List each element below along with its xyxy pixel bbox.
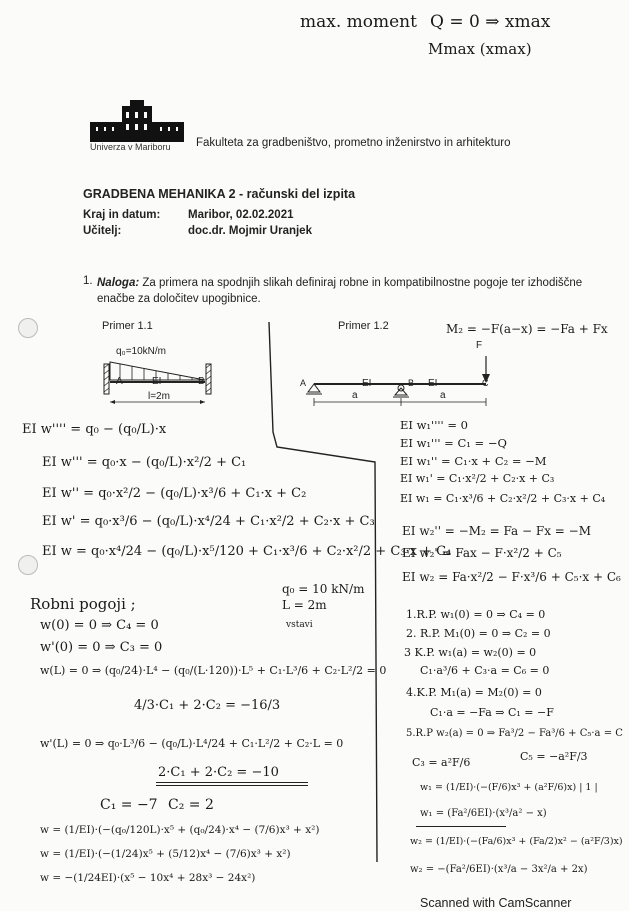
p1-given-l: L = 2m	[282, 598, 327, 612]
p2-bc-5: 4.K.P. M₁(a) = M₂(0) = 0	[406, 686, 542, 699]
p2-c3: C₃ = a²F/6	[412, 756, 471, 769]
primer2-title: Primer 1.2	[338, 320, 389, 332]
p1-bc-title: Robni pogoji ;	[30, 595, 136, 613]
p1-final-2: w = (1/EI)·(−(1/24)x⁵ + (5/12)x⁴ − (7/6)x³ + x²)	[40, 848, 291, 860]
p1-bc-4: 4/3·C₁ + 2·C₂ = −16/3	[134, 698, 281, 713]
p1-eq-3: EI w'' = q₀·x²/2 − (q₀/L)·x³/6 + C₁·x + C₂	[42, 486, 307, 501]
p2-final-4: w₂ = −(Fa²/6EI)·(x³/a − 3x²/a + 2x)	[410, 864, 588, 875]
p2-ei-1: EI	[362, 378, 372, 389]
p1-bc-5: w'(L) = 0 ⇒ q₀·L³/6 − (q₀/L)·L⁴/24 + C₁·L²/2 + C₂·L = 0	[40, 737, 344, 750]
p1-eq-4: EI w' = q₀·x³/6 − (q₀/L)·x⁴/24 + C₁·x²/2 + C₂·x + C₃	[42, 514, 375, 529]
p1-final-1: w = (1/EI)·(−(q₀/120L)·x⁵ + (q₀/24)·x⁴ − (7/6)x³ + x²)	[40, 824, 320, 836]
note-q-zero: Q = 0 ⇒ xmax	[430, 12, 551, 32]
p2-underline	[416, 826, 506, 827]
p2-support-c: C	[482, 378, 489, 388]
p1-c1: C₁ = −7	[100, 797, 158, 813]
p1-bc-3: w(L) = 0 ⇒ (q₀/24)·L⁴ − (q₀/(L·120))·L⁵ + C₁·L³/6 + C₂·L²/2 = 0	[40, 664, 387, 677]
p2-eq2-2: EI w₂' = Fax − F·x²/2 + C₅	[402, 546, 562, 560]
p2-final-3: w₂ = (1/EI)·(−(Fa/6)x³ + (Fa/2)x² − (a²F/3)x)	[410, 836, 623, 847]
p2-c5: C₅ = −a²F/3	[520, 750, 588, 763]
p1-bc-1: w(0) = 0 ⇒ C₄ = 0	[40, 618, 159, 633]
p2-bc-2: 2. R.P. M₁(0) = 0 ⇒ C₂ = 0	[406, 627, 551, 640]
p2-len-1: a	[352, 390, 358, 401]
p2-eq1-3: EI w₁'' = C₁·x + C₂ = −M	[400, 454, 547, 468]
teacher-value: doc.dr. Mojmir Uranjek	[188, 225, 312, 237]
scanner-watermark: Scanned with CamScanner	[420, 896, 572, 910]
primer1-ei: EI	[152, 376, 162, 387]
primer1-support-a: A	[116, 376, 123, 387]
faculty-name: Fakulteta za gradbeništvo, prometno inženirstvo in arhitekturo	[196, 137, 511, 149]
p2-bc-1: 1.R.P. w₁(0) = 0 ⇒ C₄ = 0	[406, 608, 546, 621]
p1-insert-note: vstavi	[286, 620, 313, 630]
p2-final-2: w₁ = (Fa²/6EI)·(x³/a² − x)	[420, 808, 547, 819]
punch-hole-bottom	[18, 555, 38, 575]
task-text	[97, 275, 617, 307]
p2-support-a: A	[300, 378, 307, 388]
exam-title: GRADBENA MEHANIKA 2 - računski del izpita	[83, 187, 356, 201]
primer1-support-b: B	[198, 376, 205, 387]
p2-eq1-4: EI w₁' = C₁·x²/2 + C₂·x + C₃	[400, 472, 555, 485]
primer1-title: Primer 1.1	[102, 320, 153, 332]
teacher-label: Učitelj:	[83, 225, 122, 237]
p1-underline-1	[156, 782, 308, 783]
place-value: Maribor, 02.02.2021	[188, 209, 294, 221]
p2-bc-7: 5.R.P w₂(a) = 0 ⇒ Fa³/2 − Fa³/6 + C₅·a = C	[406, 728, 623, 739]
p2-final-1: w₁ = (1/EI)·(−(F/6)x³ + (a²F/6)x) | 1 |	[420, 782, 598, 793]
p1-given-q0: q₀ = 10 kN/m	[282, 582, 365, 596]
punch-hole-top	[18, 318, 38, 338]
p2-len-2: a	[440, 390, 446, 401]
p2-eq2-3: EI w₂ = Fa·x²/2 − F·x³/6 + C₅·x + C₆	[402, 570, 621, 584]
p2-eq1-5: EI w₁ = C₁·x³/6 + C₂·x²/2 + C₃·x + C₄	[400, 492, 606, 505]
task-label: Naloga:	[97, 277, 140, 289]
p2-bc-4: C₁·a³/6 + C₃·a = C₆ = 0	[420, 664, 550, 677]
p2-support-b: B	[408, 378, 415, 388]
p2-bc-6: C₁·a = −Fa ⇒ C₁ = −F	[430, 706, 554, 719]
p1-final-3: w = −(1/24EI)·(x⁵ − 10x⁴ + 28x³ − 24x²)	[40, 872, 256, 884]
p2-eq1-1: EI w₁'''' = 0	[400, 418, 468, 432]
primer1-length: l=2m	[148, 391, 170, 402]
p1-eq-2: EI w''' = q₀·x − (q₀/L)·x²/2 + C₁	[42, 455, 247, 470]
primer2-beam-diagram	[298, 352, 498, 412]
p2-bc-3: 3 K.P. w₁(a) = w₂(0) = 0	[404, 646, 537, 659]
note-max-moment: max. moment	[300, 12, 417, 32]
primer1-load: q₀=10kN/m	[116, 346, 167, 357]
place-label: Kraj in datum:	[83, 209, 161, 221]
p1-eq-5: EI w = q₀·x⁴/24 − (q₀/L)·x⁵/120 + C₁·x³/6 + C₂·x²/2 + C₃·x + C₄	[42, 544, 452, 559]
p1-bc-2: w'(0) = 0 ⇒ C₃ = 0	[40, 640, 163, 655]
p1-underline-2	[156, 785, 308, 786]
university-name: Univerza v Mariboru	[90, 142, 171, 152]
task-description: Za primera na spodnjih slikah definiraj robne in kompatibilnostne pogoje ter izhodiščne enačbe za določitev upogibnice.	[97, 277, 583, 305]
p2-moment-eq: M₂ = −F(a−x) = −Fa + Fx	[446, 322, 608, 336]
p1-eq-1: EI w'''' = q₀ − (q₀/L)·x	[22, 422, 167, 437]
university-logo-icon	[90, 100, 184, 142]
p1-c2: C₂ = 2	[168, 797, 214, 813]
p2-eq1-2: EI w₁''' = C₁ = −Q	[400, 436, 507, 450]
p2-eq2-1: EI w₂'' = −M₂ = Fa − Fx = −M	[402, 524, 591, 538]
p2-ei-2: EI	[428, 378, 438, 389]
note-mmax: Mmax (xmax)	[428, 40, 532, 58]
task-number: 1.	[83, 275, 93, 287]
p2-force: F	[476, 340, 483, 351]
p1-bc-6: 2·C₁ + 2·C₂ = −10	[158, 765, 279, 780]
